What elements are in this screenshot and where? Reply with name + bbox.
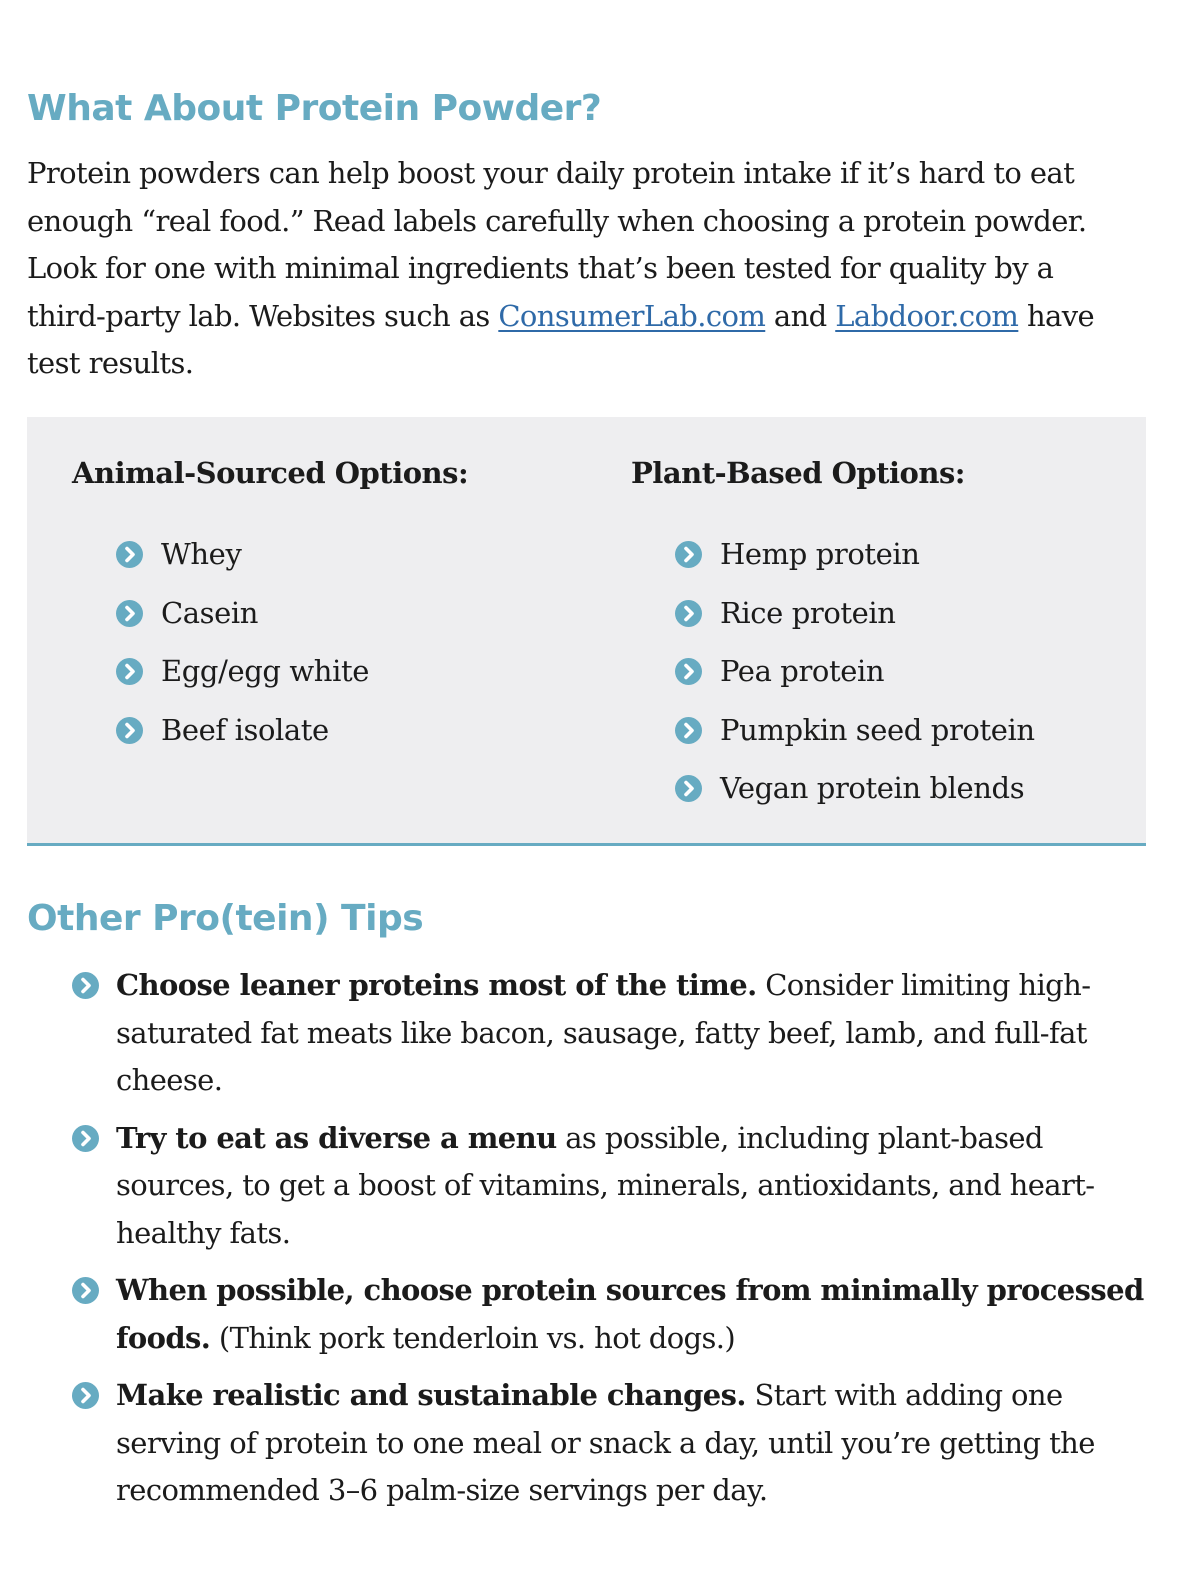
- chevron-circle-right-icon: [675, 658, 702, 685]
- chevron-circle-right-icon: [116, 600, 143, 627]
- option-item: [675, 710, 1035, 769]
- protein-tips-heading: Other Pro(tein) Tips: [27, 898, 424, 939]
- labdoor-link[interactable]: Labdoor.com: [835, 298, 1019, 333]
- option-label: Pea protein: [720, 654, 885, 688]
- chevron-circle-right-icon: [72, 972, 99, 999]
- tip-lead: When possible, choose protein sources from minimally processed foods.: [116, 1273, 1144, 1355]
- intro-text-1: Protein powders can help boost your daily protein intake if it’s hard to eat enough “real food.” Read labels carefully when choosing a protein powder. Look for one with minimal ingredients that’s been tested for quality by a third-party lab. Websites such as: [27, 156, 1087, 333]
- option-item: [675, 534, 1035, 593]
- intro-text-3: have test results.: [27, 298, 1095, 380]
- protein-powder-intro: [27, 150, 1137, 388]
- option-label: Casein: [161, 595, 259, 630]
- option-item: [675, 768, 1035, 827]
- plant-options-list: [675, 534, 1035, 827]
- option-item: [675, 651, 1035, 710]
- option-label: Whey: [161, 537, 242, 571]
- protein-powder-heading: What About Protein Powder?: [27, 88, 602, 129]
- protein-tips-list: [72, 962, 1147, 1525]
- option-item: [116, 710, 468, 769]
- tip-text: Consider limiting high-saturated fat meats like bacon, sausage, fatty beef, lamb, and full-fat cheese.: [116, 968, 1091, 1097]
- option-label: Rice protein: [720, 595, 896, 630]
- option-label: Beef isolate: [161, 712, 329, 747]
- option-item: [675, 593, 1035, 652]
- animal-options-column: [72, 453, 468, 768]
- tip-item: [72, 1115, 1147, 1258]
- tip-lead: Make realistic and sustainable changes.: [116, 1378, 746, 1412]
- chevron-circle-right-icon: [116, 717, 143, 744]
- option-item: [116, 651, 468, 710]
- chevron-circle-right-icon: [675, 541, 702, 568]
- tip-item: [72, 962, 1147, 1105]
- option-label: Vegan protein blends: [720, 771, 1025, 805]
- option-label: Hemp protein: [720, 537, 920, 571]
- animal-options-list: [116, 534, 468, 768]
- tip-lead: Try to eat as diverse a menu: [116, 1120, 557, 1155]
- tip-item: [72, 1267, 1147, 1362]
- consumerlab-link[interactable]: ConsumerLab.com: [498, 298, 766, 333]
- option-item: [116, 534, 468, 593]
- chevron-circle-right-icon: [675, 717, 702, 744]
- plant-options-title: Plant-Based Options:: [631, 456, 965, 490]
- tip-text: Start with adding one serving of protein to one meal or snack a day, until you’re getting the recommended 3–6 palm-size servings per day.: [116, 1378, 1095, 1507]
- option-label: Egg/egg white: [161, 654, 369, 688]
- plant-options-column: [631, 453, 1035, 827]
- protein-options-box: [27, 417, 1146, 846]
- chevron-circle-right-icon: [675, 600, 702, 627]
- option-label: Pumpkin seed protein: [720, 712, 1035, 747]
- tip-text: (Think pork tenderloin vs. hot dogs.): [210, 1320, 736, 1355]
- chevron-circle-right-icon: [72, 1125, 99, 1152]
- chevron-circle-right-icon: [72, 1382, 99, 1409]
- chevron-circle-right-icon: [675, 775, 702, 802]
- tip-text: as possible, including plant-based sources, to get a boost of vitamins, minerals, antioxidants, and heart-healthy fats.: [116, 1120, 1095, 1250]
- chevron-circle-right-icon: [116, 658, 143, 685]
- option-item: [116, 593, 468, 652]
- animal-options-title: Animal-Sourced Options:: [72, 456, 469, 490]
- tip-lead: Choose leaner proteins most of the time.: [116, 968, 757, 1002]
- chevron-circle-right-icon: [116, 541, 143, 568]
- intro-text-2: and: [765, 298, 836, 333]
- chevron-circle-right-icon: [72, 1277, 99, 1304]
- tip-item: [72, 1372, 1147, 1515]
